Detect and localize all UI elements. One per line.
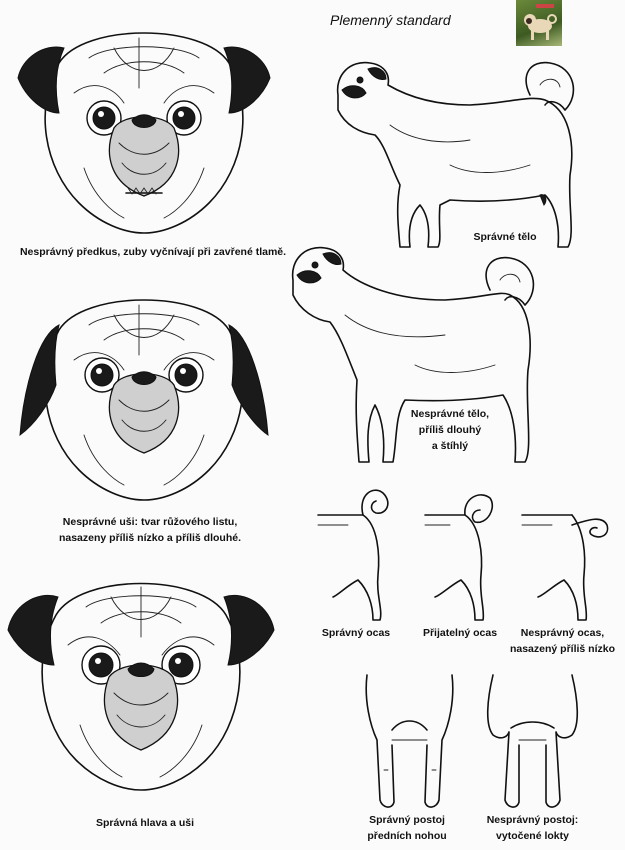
tail-acceptable-illustration xyxy=(425,490,515,625)
caption-legs-incorrect: Nesprávný postoj: vytočené lokty xyxy=(486,814,579,842)
caption-tail-acceptable: Přijatelný ocas xyxy=(422,627,498,639)
pug-head-rose-ears-illustration xyxy=(14,285,274,510)
caption-body-too-long: Nesprávné tělo, příliš dlouhý a štíhlý xyxy=(410,408,490,452)
front-legs-incorrect-illustration xyxy=(485,670,580,815)
pug-body-correct-illustration xyxy=(330,55,590,255)
page-title: Plemenný standard xyxy=(330,12,451,28)
caption-legs-correct: Správný postoj předních nohou xyxy=(367,814,447,842)
caption-head-rose-ears: Nesprávné uši: tvar růžového listu, nasazeny příliš nízko a příliš dlouhé. xyxy=(58,516,242,544)
caption-head-underbite: Nesprávný předkus, zuby vyčnívají při zavřené tlamě. xyxy=(19,246,287,258)
pug-head-correct-illustration xyxy=(6,565,276,805)
tail-correct-illustration xyxy=(318,485,408,625)
caption-tail-incorrect: Nesprávný ocas, nasazený příliš nízko xyxy=(509,627,616,655)
caption-body-correct: Správné tělo xyxy=(473,231,537,243)
caption-tail-correct: Správný ocas xyxy=(321,627,391,639)
tail-incorrect-low-illustration xyxy=(522,490,617,625)
front-legs-correct-illustration xyxy=(362,670,457,815)
pug-head-underbite-illustration xyxy=(14,18,274,243)
caption-head-correct: Správná hlava a uši xyxy=(95,817,195,829)
dog-photo-thumbnail xyxy=(516,0,562,46)
